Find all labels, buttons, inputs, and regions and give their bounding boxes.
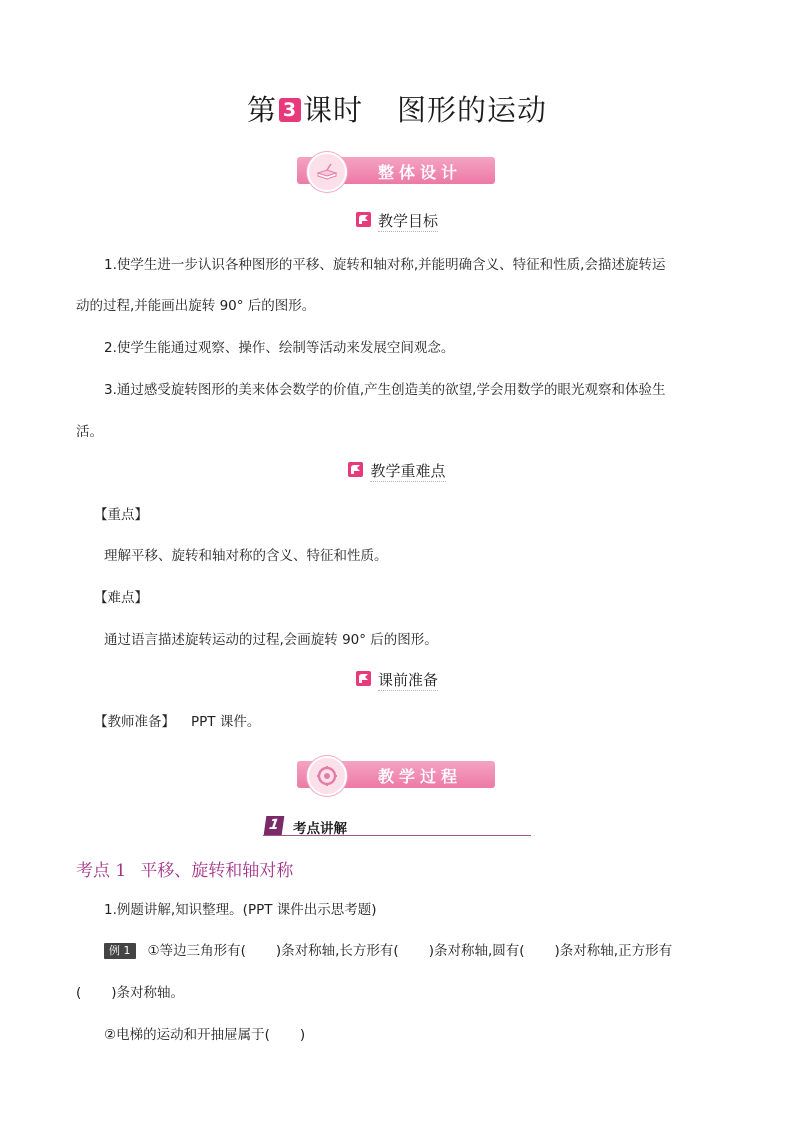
goal-3-line-2: 活。 [76, 424, 103, 440]
example-question-1: 例 1 ①等边三角形有( )条对称轴,长方形有( )条对称轴,圆有( )条对称轴,正方形有 [104, 941, 744, 961]
book-icon [307, 152, 347, 192]
goal-1-line-2: 动的过程,并能画出旋转 90° 后的图形。 [76, 298, 316, 314]
banner-label: 教学过程 [377, 767, 462, 786]
goal-3-line-1: 3.通过感受旋转图形的美来体会数学的价值,产生创造美的欲望,学会用数学的眼光观察和体验生 [104, 382, 666, 398]
kaodian-label: 考点讲解 [293, 821, 347, 837]
kaodian-number: 1 [264, 816, 285, 835]
title-topic: 图形的运动 [397, 93, 548, 127]
section-heading-keypoints: 教学重难点 [0, 460, 794, 481]
key-label: 【重点】 [94, 507, 148, 523]
example-question-2: ②电梯的运动和开抽屉属于( ) [104, 1027, 306, 1043]
prep-text: PPT 课件。 [191, 714, 261, 730]
section-heading-goals: 教学目标 [0, 210, 794, 231]
arrow-icon [356, 212, 371, 227]
page-title: 第 3 课时 图形的运动 [246, 93, 548, 127]
example-badge: 例 1 [104, 943, 136, 959]
hard-label: 【难点】 [94, 590, 148, 606]
example-intro: 1.例题讲解,知识整理。(PPT 课件出示思考题) [104, 902, 377, 918]
goal-2: 2.使学生能通过观察、操作、绘制等活动来发展空间观念。 [104, 340, 455, 356]
section-heading-prep: 课前准备 [0, 669, 794, 690]
hard-text: 通过语言描述旋转运动的过程,会画旋转 90° 后的图形。 [104, 632, 438, 648]
lesson-number-badge: 3 [279, 98, 301, 122]
example-question-1-cont: ( )条对称轴。 [76, 985, 185, 1001]
topic-heading: 考点 1 平移、旋转和轴对称 [76, 861, 294, 881]
banner-overall-design [297, 157, 495, 184]
gear-icon [307, 756, 347, 796]
banner-teaching-process [297, 761, 495, 788]
key-text: 理解平移、旋转和轴对称的含义、特征和性质。 [104, 548, 388, 564]
banner-label: 整体设计 [377, 163, 462, 182]
kaodian-heading [263, 816, 531, 836]
arrow-icon [348, 462, 363, 477]
prep-label: 【教师准备】 [94, 714, 175, 730]
goal-1-line-1: 1.使学生进一步认识各种图形的平移、旋转和轴对称,并能明确含义、特征和性质,会描述旋转运 [104, 257, 666, 273]
prep-line [94, 712, 734, 732]
arrow-icon [356, 671, 371, 686]
